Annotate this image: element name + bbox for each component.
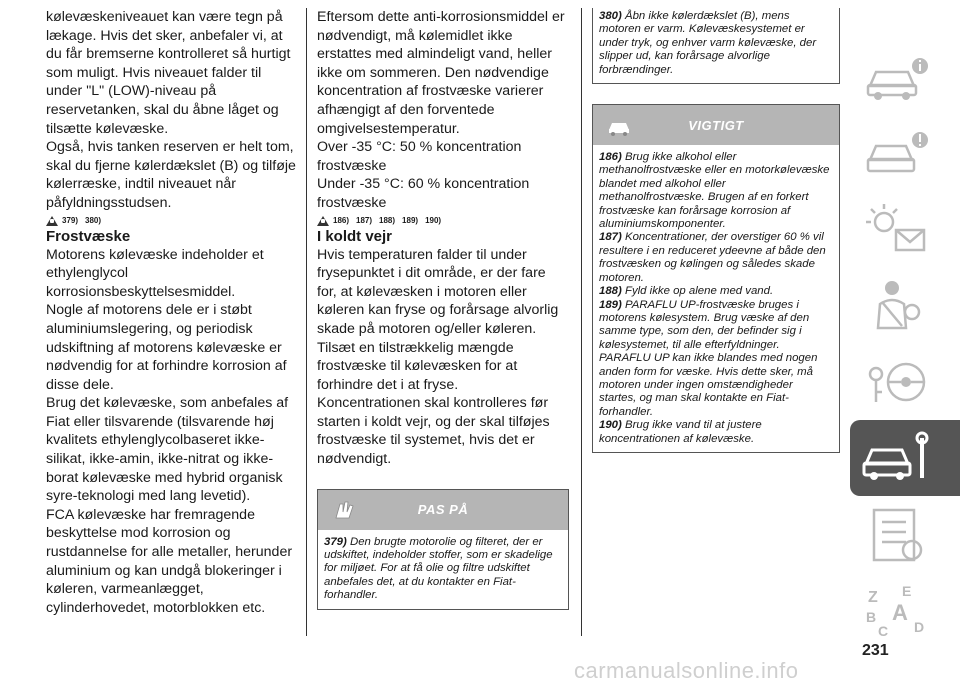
svg-text:B: B (866, 609, 877, 625)
ref-label: 190) (425, 216, 442, 226)
car-info-icon (862, 48, 932, 108)
page-number: 231 (862, 642, 889, 659)
watermark: carmanualsonline.info (574, 658, 799, 683)
svg-text:A: A (892, 600, 908, 625)
caution-header (318, 490, 568, 530)
dashboard-lights-icon (862, 200, 932, 260)
tab-car-info[interactable] (852, 40, 948, 116)
ref-label: 380) (85, 216, 102, 226)
tab-checklist[interactable] (852, 496, 948, 572)
column-2 (317, 8, 569, 610)
column-1 (46, 8, 296, 617)
svg-text:E: E (902, 583, 912, 599)
car-alert-icon (862, 124, 932, 184)
continued-caution-body (593, 8, 839, 83)
note-item (599, 231, 833, 285)
warning-refs (317, 215, 569, 227)
note-text: Brug ikke vand til at justere koncentrationen af kølevæske. (599, 419, 762, 445)
note-number: 186) (599, 151, 622, 164)
note-number: 190) (599, 419, 622, 432)
note-item (599, 419, 833, 446)
note-text: Fyld ikke op alene med vand. (624, 285, 774, 298)
svg-text:D: D (914, 619, 925, 635)
ref-label: 187) (356, 216, 373, 226)
paragraph: Nogle af motorens dele er i støbt aluminiumslegering, og periodisk udskiftning af motorens kølevæske er nødvendig for at forhindre korrosion af disse dele. (46, 302, 287, 393)
caution-title: PAS PÅ (417, 502, 469, 518)
ref-label: 189) (402, 216, 419, 226)
important-header (593, 105, 839, 145)
checklist-icon (862, 504, 932, 564)
important-body (593, 145, 839, 452)
tab-car-alert[interactable] (852, 116, 948, 192)
caution-body (318, 530, 568, 609)
important-title: VIGTIGT (688, 117, 744, 133)
note-text: PARAFLU UP-frostvæske bruges i motorens kølesystem. Brug væske af den samme type, som den, der befinder sig i kølesystemet, til alle efterfyldninger. PARAFLU UP kan ikke blandes med nogen anden form for væske. Hvis dette sker, må motoren under ingen omstændigheder startes, og man skal kontakte en Fiat-forhandler. (599, 298, 818, 418)
note-item (324, 536, 562, 603)
chapter-sidebar (850, 40, 960, 648)
column-3 (592, 8, 840, 453)
paragraph: Koncentrationen skal kontrolleres før starten i koldt vejr, og der skal tilføjes frostvæske til systemet, hvis det er nødvendigt. (317, 395, 550, 468)
tab-steering-key[interactable] (852, 344, 948, 420)
warning-triangle-icon (317, 216, 329, 226)
paragraph: Hvis temperaturen falder til under frysepunktet i dit område, er der fare for, at kølevæsken i motoren eller køleren kan fryse og forårsage alvorlig skade på motoren og/eller køleren. Tilsæt en tilstrækkelig mængde frostvæske til kølevæsken for at forhindre det i at fryse. (317, 246, 559, 393)
svg-text:Z: Z (868, 589, 878, 606)
caution-hand-icon (330, 496, 358, 524)
paragraph: Brug det kølevæske, som anbefales af Fiat eller tilsvarende (tilsvarende høj kvalitets ethylenglycolbaseret ikke-silikat, ikke-amin, ikke-nitrat og ikke-borat kølevæske med hybrid organisk syre-teknologi med lang levetid). (46, 395, 289, 505)
note-text: Åbn ikke kølerdækslet (B), mens motoren er varm. Kølevæskesystemet er under tryk, og enhver varm kølevæske, der slipper ud, kan forårsage alvorlige forbrændinger. (599, 10, 817, 76)
ref-label: 379) (62, 216, 79, 226)
section-heading: Frostvæske (46, 227, 131, 245)
warning-triangle-icon (46, 216, 58, 226)
column-divider (581, 8, 582, 636)
continued-caution-box (592, 8, 840, 84)
paragraph: Over -35 °C: 50 % koncentration frostvæske (317, 139, 522, 174)
note-number: 189) (599, 298, 622, 311)
ref-label: 186) (333, 216, 350, 226)
column-divider (306, 8, 307, 636)
paragraph: kølevæskeniveauet kan være tegn på lækage. Hvis det sker, anbefaler vi, at du får bremserne kontrolleret så hurtigt som muligt. Hvis niveauet falder til under "L" (LOW)-niveau på reservetanken, skal du åbne låget og tilsætte kølevæske. (46, 9, 291, 137)
note-number: 188) (599, 285, 622, 298)
important-box (592, 104, 840, 453)
tab-dashboard-lights[interactable] (852, 192, 948, 268)
paragraph: Under -35 °C: 60 % koncentration frostvæske (317, 176, 530, 211)
caution-box (317, 489, 569, 610)
note-item (599, 299, 833, 420)
seatbelt-icon (862, 276, 932, 336)
note-text: Koncentrationer, der overstiger 60 % vil resultere i en reduceret ydeevne af både den frostvæsken og kølingen og således skade motoren. (599, 231, 826, 284)
note-number: 379) (324, 535, 347, 548)
note-item (599, 285, 833, 298)
tab-index[interactable] (852, 572, 948, 648)
ref-label: 188) (379, 216, 396, 226)
note-number: 187) (599, 231, 622, 244)
paragraph: Også, hvis tanken reserven er helt tom, skal du fjerne kølerdækslet (B) og tilføje kølerræske, indtil niveauet når påfyldningsstudsen. (46, 139, 296, 211)
paragraph: Motorens kølevæske indeholder et ethylenglycol korrosionsbeskyttelsesmiddel. (46, 246, 264, 300)
note-text: Den brugte motorolie og filteret, der er udskiftet, indeholder stoffer, som er skadelige for miljøet. For at få olie og filtre udskiftet anbefales det, at du kontakter en Fiat-forhandler. (324, 535, 553, 602)
paragraph: FCA kølevæske har fremragende beskyttelse mod korrosion og rustdannelse for alle metaller, herunder aluminium og kan undgå blokeringer i køleren, varmeanlægget, cylinderhovedet, motorblokken etc. (46, 506, 293, 616)
steering-key-icon (862, 352, 932, 412)
tab-seatbelt[interactable] (852, 268, 948, 344)
note-item (599, 151, 833, 231)
warning-refs (46, 215, 296, 227)
note-number: 380) (599, 10, 622, 22)
note-item (599, 10, 833, 77)
section-heading: I koldt vejr (317, 227, 393, 245)
index-icon (862, 580, 932, 640)
tab-car-service[interactable] (850, 420, 960, 496)
paragraph: Eftersom dette anti-korrosionsmiddel er nødvendigt, må kølemidlet ikke erstattes med almindeligt vand, heller ikke om sommeren. Den nødvendige koncentration af frostvæske varierer afhængigt af den forventede omgivelsestemperatur. (317, 9, 565, 137)
svg-text:C: C (878, 623, 889, 639)
note-text: Brug ikke alkohol eller methanolfrostvæske eller en motorkølevæske blandet med alkohol eller methanolfrostvæske. Brugen af en forkert frostvæske kan forårsage korrosion af aluminiumskomponenter. (599, 151, 830, 231)
car-warning-icon (605, 111, 633, 139)
car-service-icon (860, 428, 940, 488)
